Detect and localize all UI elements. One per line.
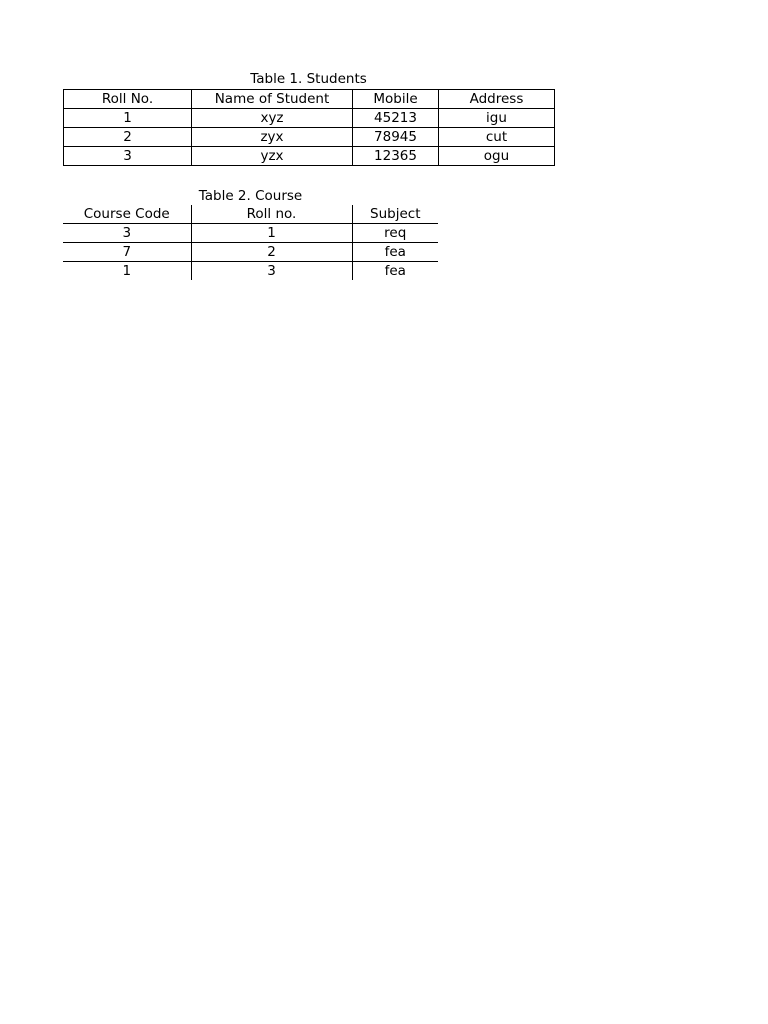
table-cell: ogu bbox=[439, 147, 555, 166]
table-cell: 78945 bbox=[353, 128, 439, 147]
table-row bbox=[63, 262, 438, 281]
table-cell: req bbox=[352, 224, 438, 243]
table-header-row bbox=[64, 90, 555, 109]
table-cell: 45213 bbox=[353, 109, 439, 128]
table2-caption: Table 2. Course bbox=[198, 188, 303, 204]
header-cell-name: Name of Student bbox=[192, 90, 353, 109]
table-cell: fea bbox=[352, 243, 438, 262]
table-row bbox=[63, 224, 438, 243]
table-cell: 2 bbox=[64, 128, 192, 147]
table-row bbox=[63, 243, 438, 262]
table-row bbox=[64, 128, 555, 147]
table-cell: 3 bbox=[64, 147, 192, 166]
header-cell-mobile: Mobile bbox=[353, 90, 439, 109]
table-cell: 3 bbox=[63, 224, 191, 243]
table-cell: 3 bbox=[191, 262, 352, 281]
table-cell: 1 bbox=[64, 109, 192, 128]
table-cell: yzx bbox=[192, 147, 353, 166]
header-cell-subject: Subject bbox=[352, 205, 438, 224]
header-cell-course-code: Course Code bbox=[63, 205, 191, 224]
course-table bbox=[63, 205, 438, 280]
table-cell: 2 bbox=[191, 243, 352, 262]
table-cell: 7 bbox=[63, 243, 191, 262]
header-cell-roll-no: Roll No. bbox=[64, 90, 192, 109]
table-row bbox=[64, 109, 555, 128]
table-cell: zyx bbox=[192, 128, 353, 147]
table-row bbox=[64, 147, 555, 166]
students-table bbox=[63, 89, 555, 166]
table-cell: 1 bbox=[63, 262, 191, 281]
header-cell-address: Address bbox=[439, 90, 555, 109]
table-cell: xyz bbox=[192, 109, 353, 128]
table-cell: 12365 bbox=[353, 147, 439, 166]
table-cell: igu bbox=[439, 109, 555, 128]
table1-caption: Table 1. Students bbox=[250, 71, 367, 87]
table-cell: cut bbox=[439, 128, 555, 147]
table-header-row bbox=[63, 205, 438, 224]
table-cell: 1 bbox=[191, 224, 352, 243]
table-cell: fea bbox=[384, 263, 406, 279]
header-cell-roll-no: Roll no. bbox=[191, 205, 352, 224]
